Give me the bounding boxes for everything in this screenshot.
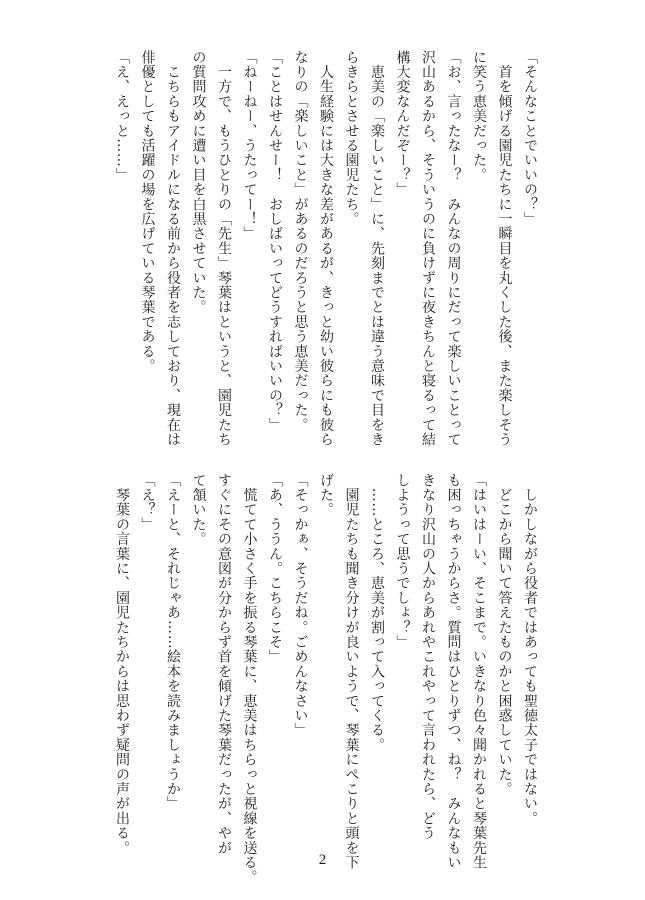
text-line: しようって思うでしょ？」: [394, 473, 411, 650]
text-line: 一方で、もうひとりの「先生」琴葉はというと、園児たち: [216, 50, 232, 447]
lower-text-block: [114, 473, 542, 885]
text-line: 「え？」: [139, 473, 156, 532]
text-line: どこから聞いて答えたものかと困惑していた。: [496, 473, 513, 797]
text-line: 人生経験には大きな差があるが、きっと幼い彼らにも彼ら: [318, 50, 334, 447]
text-line: 「ことはせんせー！ おしばいってどうすればいいの？」: [267, 50, 283, 433]
page-number: 2: [318, 852, 327, 868]
text-line: ……ところ、恵美が割って入ってくる。: [369, 473, 385, 753]
text-line: なりの「楽しいこと」があるのだろうと思う恵美だった。: [292, 50, 309, 433]
text-line: 「ねーねー、うたってー！」: [241, 50, 258, 242]
text-line: 園児たちも聞き分けが良いようで、琴葉にぺこりと頭を下: [343, 473, 360, 870]
text-line: らきらとさせる園児たち。: [343, 50, 360, 227]
text-line: しかしながら役者ではあっても聖徳太子ではない。: [522, 473, 538, 826]
text-line: 「そんなことでいいの？」: [522, 50, 538, 227]
upper-text-block: [114, 50, 542, 450]
text-line: 「そっかぁ、そうだね。ごめんなさい」: [292, 473, 309, 738]
text-line: 「あ、ううん。こちらこそ」: [267, 473, 283, 665]
text-line: 「え、えっと……」: [114, 50, 130, 183]
text-line: こちらもアイドルになる前から役者を志しており、現在は: [165, 50, 181, 447]
text-line: 沢山あるから、そういうのに負けずに夜きちんと寝るって結: [420, 50, 436, 447]
text-line: 「お、言ったなー？ みんなの周りにだって楽しいことって: [445, 50, 462, 447]
text-line: に笑う恵美だった。: [471, 50, 487, 183]
text-line: の質問攻めに遭い目を白黒させていた。: [190, 50, 207, 315]
text-line: て頷いた。: [190, 473, 207, 547]
text-line: 琴葉の言葉に、園児たちからは思わず疑問の声が出る。: [114, 473, 130, 856]
text-line: 「えーと、それじゃあ……絵本を読みましょうか」: [165, 473, 181, 812]
text-line: 慌てて小さく手を振る琴葉に、恵美はちらっと視線を送る。: [241, 473, 258, 885]
text-line: 首を傾げる園児たちに一瞬目を丸くした後、また楽しそう: [496, 50, 513, 447]
text-line: 俳優としても活躍の場を広げている琴葉である。: [139, 50, 156, 374]
text-line: 構大変なんだぞー？」: [394, 50, 411, 197]
text-line: きなり沢山の人からあれやこれやって言われたら、どう: [420, 473, 436, 841]
text-line: げた。: [318, 473, 334, 518]
text-line: すぐにその意図が分からず首を傾げた琴葉だったが、やが: [216, 473, 232, 856]
text-line: 恵美の「楽しいこと」に、先刻までとは違う意味で目をき: [369, 50, 385, 447]
text-line: も困っちゃうからさ。質問はひとりずつ、ね？ みんなもい: [445, 473, 462, 870]
text-line: 「はいはーい、そこまで。いきなり色々聞かれると琴葉先生: [471, 473, 487, 870]
